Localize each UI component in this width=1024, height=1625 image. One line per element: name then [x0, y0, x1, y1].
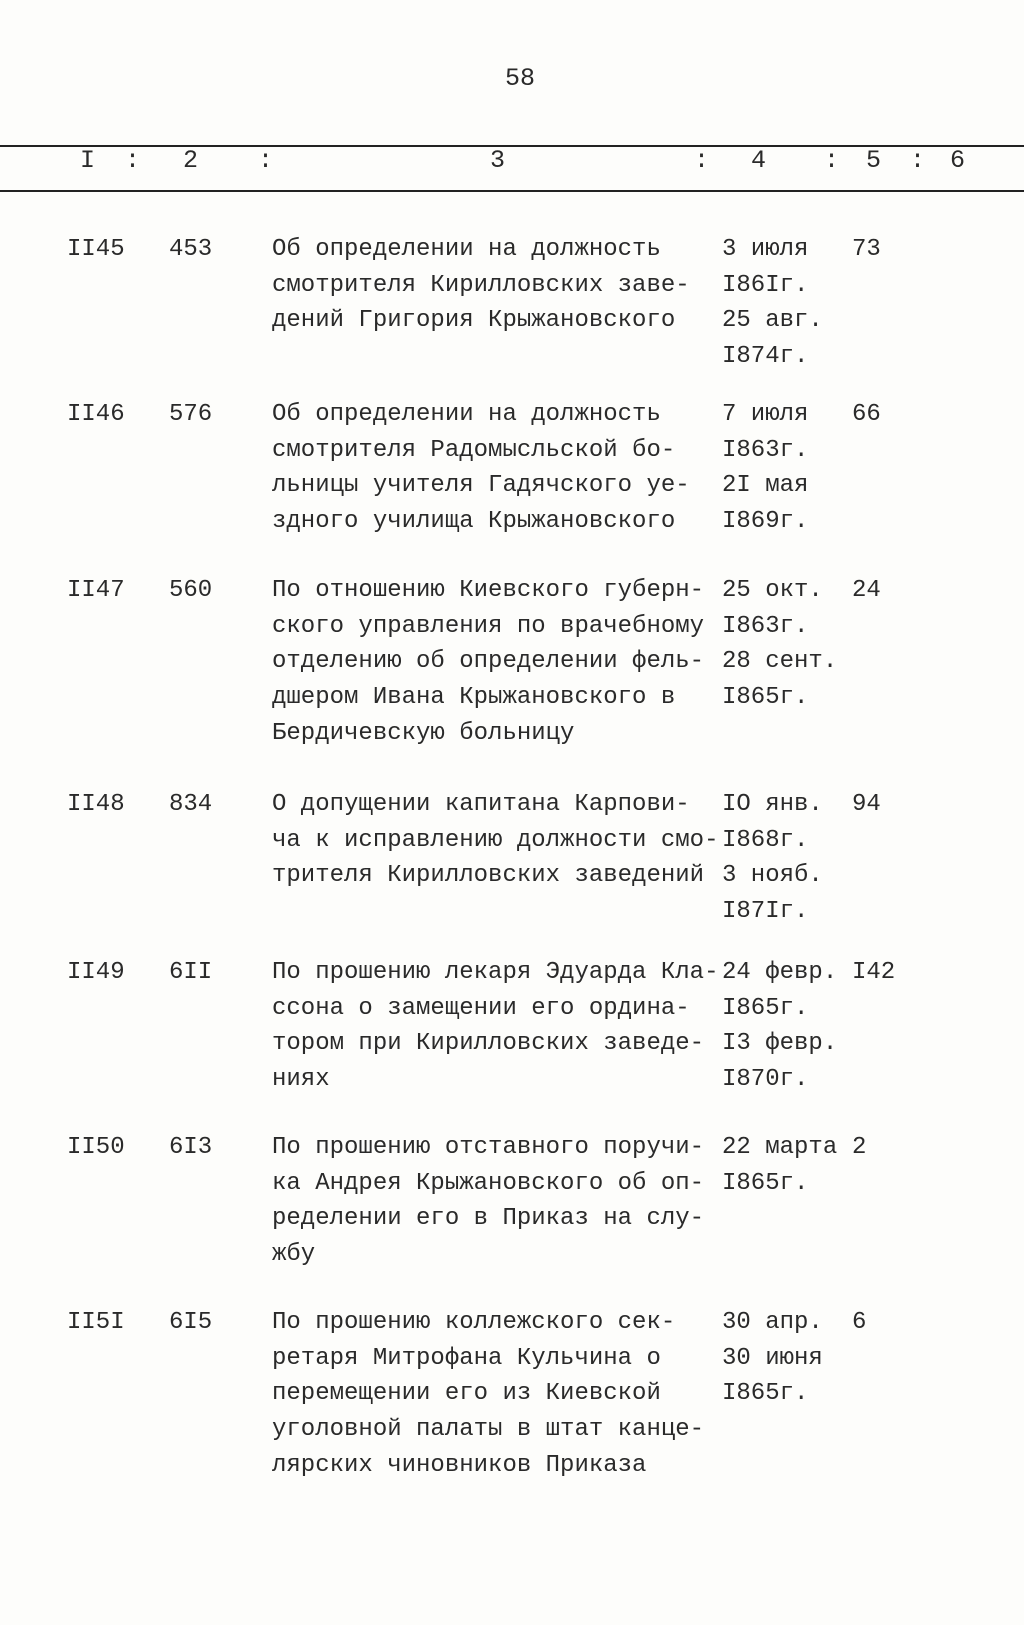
- date-line: I87Iг.: [722, 898, 809, 926]
- date-line: I870г.: [722, 1066, 809, 1094]
- title-line: ределении его в Приказ на слу-: [272, 1205, 705, 1233]
- document-number: 6I3: [169, 1134, 213, 1161]
- sheet-count: 2: [852, 1134, 867, 1161]
- title-line: отделению об определении фель-: [272, 648, 705, 676]
- date-line: 25 окт.: [722, 577, 823, 604]
- date-line: I865г.: [722, 1380, 809, 1408]
- title-line: ретаря Митрофана Кульчина о: [272, 1344, 661, 1372]
- title-line: Бердичевскую больницу: [272, 719, 575, 747]
- sheet-count: 73: [852, 236, 881, 263]
- document-number: 576: [169, 401, 213, 428]
- date-line: I865г.: [722, 1169, 809, 1197]
- col-4-header: 4: [751, 146, 767, 175]
- record-number: II49: [67, 959, 125, 986]
- record-title: [272, 397, 690, 540]
- title-line: По прошению лекаря Эдуарда Кла-: [272, 959, 719, 986]
- record-title: [272, 955, 718, 1098]
- date-line: I863г.: [722, 436, 809, 464]
- sheet-count: I42: [852, 959, 896, 986]
- title-line: льницы учителя Гадячского уе-: [272, 472, 690, 500]
- sheet-count: 66: [852, 401, 881, 428]
- title-line: перемещении его из Киевской: [272, 1380, 661, 1408]
- title-line: По прошению отставного поручи-: [272, 1134, 705, 1161]
- title-line: ского управления по врачебному: [272, 612, 705, 640]
- title-line: смотрителя Кирилловских заве-: [272, 271, 690, 299]
- date-line: 25 авг.: [722, 307, 823, 335]
- title-line: ка Андрея Крыжановского об оп-: [272, 1169, 705, 1197]
- date-line: 22 марта: [722, 1134, 838, 1161]
- col-separator: :: [910, 146, 926, 175]
- sheet-count: 6: [852, 1309, 867, 1336]
- record-title: [272, 1130, 704, 1273]
- title-line: О допущении капитана Карпови-: [272, 791, 690, 818]
- title-line: здного училища Крыжановского: [272, 508, 676, 536]
- record-number: II48: [67, 791, 125, 818]
- record-title: [272, 232, 690, 339]
- document-number: 453: [169, 236, 213, 263]
- record-dates: [722, 1130, 837, 1201]
- record-dates: [722, 573, 837, 716]
- title-line: смотрителя Радомысльской бо-: [272, 436, 676, 464]
- record-dates: [722, 1305, 823, 1412]
- record-dates: [722, 232, 823, 375]
- header-bottom-rule: [0, 190, 1024, 192]
- date-line: IO янв.: [722, 791, 823, 818]
- col-separator: :: [824, 146, 840, 175]
- document-number: 6I5: [169, 1309, 213, 1336]
- document-number: 560: [169, 577, 213, 604]
- date-line: I865г.: [722, 684, 809, 712]
- document-number: 834: [169, 791, 213, 818]
- title-line: ссона о замещении его ордина-: [272, 994, 690, 1022]
- title-line: дшером Ивана Крыжановского в: [272, 684, 676, 712]
- date-line: 3 нояб.: [722, 862, 823, 890]
- title-line: тором при Кирилловских заведе-: [272, 1030, 705, 1058]
- record-dates: [722, 397, 808, 540]
- date-line: I3 февр.: [722, 1030, 838, 1058]
- record-number: II45: [67, 236, 125, 263]
- date-line: I874г.: [722, 343, 809, 371]
- sheet-count: 24: [852, 577, 881, 604]
- col-separator: :: [125, 146, 141, 175]
- record-number: II47: [67, 577, 125, 604]
- title-line: Об определении на должность: [272, 236, 661, 263]
- date-line: I86Iг.: [722, 271, 809, 299]
- title-line: ча к исправлению должности смо-: [272, 826, 719, 854]
- title-line: ниях: [272, 1066, 330, 1094]
- col-3-header: 3: [490, 146, 506, 175]
- record-dates: [722, 787, 823, 930]
- title-line: По отношению Киевского губерн-: [272, 577, 705, 604]
- record-number: II50: [67, 1134, 125, 1161]
- title-line: Об определении на должность: [272, 401, 661, 428]
- date-line: I863г.: [722, 612, 809, 640]
- record-title: [272, 787, 718, 894]
- date-line: 3 июля: [722, 236, 809, 263]
- col-6-header: 6: [950, 146, 966, 175]
- col-5-header: 5: [866, 146, 882, 175]
- date-line: 30 апр.: [722, 1309, 823, 1336]
- col-2-header: 2: [183, 146, 199, 175]
- title-line: дений Григория Крыжановского: [272, 307, 676, 335]
- date-line: 28 сент.: [722, 648, 838, 676]
- record-dates: [722, 955, 837, 1098]
- record-number: II46: [67, 401, 125, 428]
- date-line: 24 февр.: [722, 959, 838, 986]
- date-line: 30 июня: [722, 1344, 823, 1372]
- date-line: 7 июля: [722, 401, 809, 428]
- record-title: [272, 573, 704, 752]
- col-1-header: I: [80, 146, 96, 175]
- title-line: По прошению коллежского сек-: [272, 1309, 676, 1336]
- date-line: I869г.: [722, 508, 809, 536]
- title-line: жбу: [272, 1241, 316, 1269]
- col-separator: :: [694, 146, 710, 175]
- document-number: 6II: [169, 959, 213, 986]
- col-separator: :: [258, 146, 274, 175]
- date-line: I868г.: [722, 826, 809, 854]
- title-line: уголовной палаты в штат канце-: [272, 1416, 705, 1444]
- record-title: [272, 1305, 704, 1484]
- page-number: 58: [505, 64, 536, 93]
- title-line: лярских чиновников Приказа: [272, 1451, 647, 1479]
- date-line: I865г.: [722, 994, 809, 1022]
- record-number: II5I: [67, 1309, 125, 1336]
- date-line: 2I мая: [722, 472, 809, 500]
- sheet-count: 94: [852, 791, 881, 818]
- title-line: трителя Кирилловских заведений: [272, 862, 705, 890]
